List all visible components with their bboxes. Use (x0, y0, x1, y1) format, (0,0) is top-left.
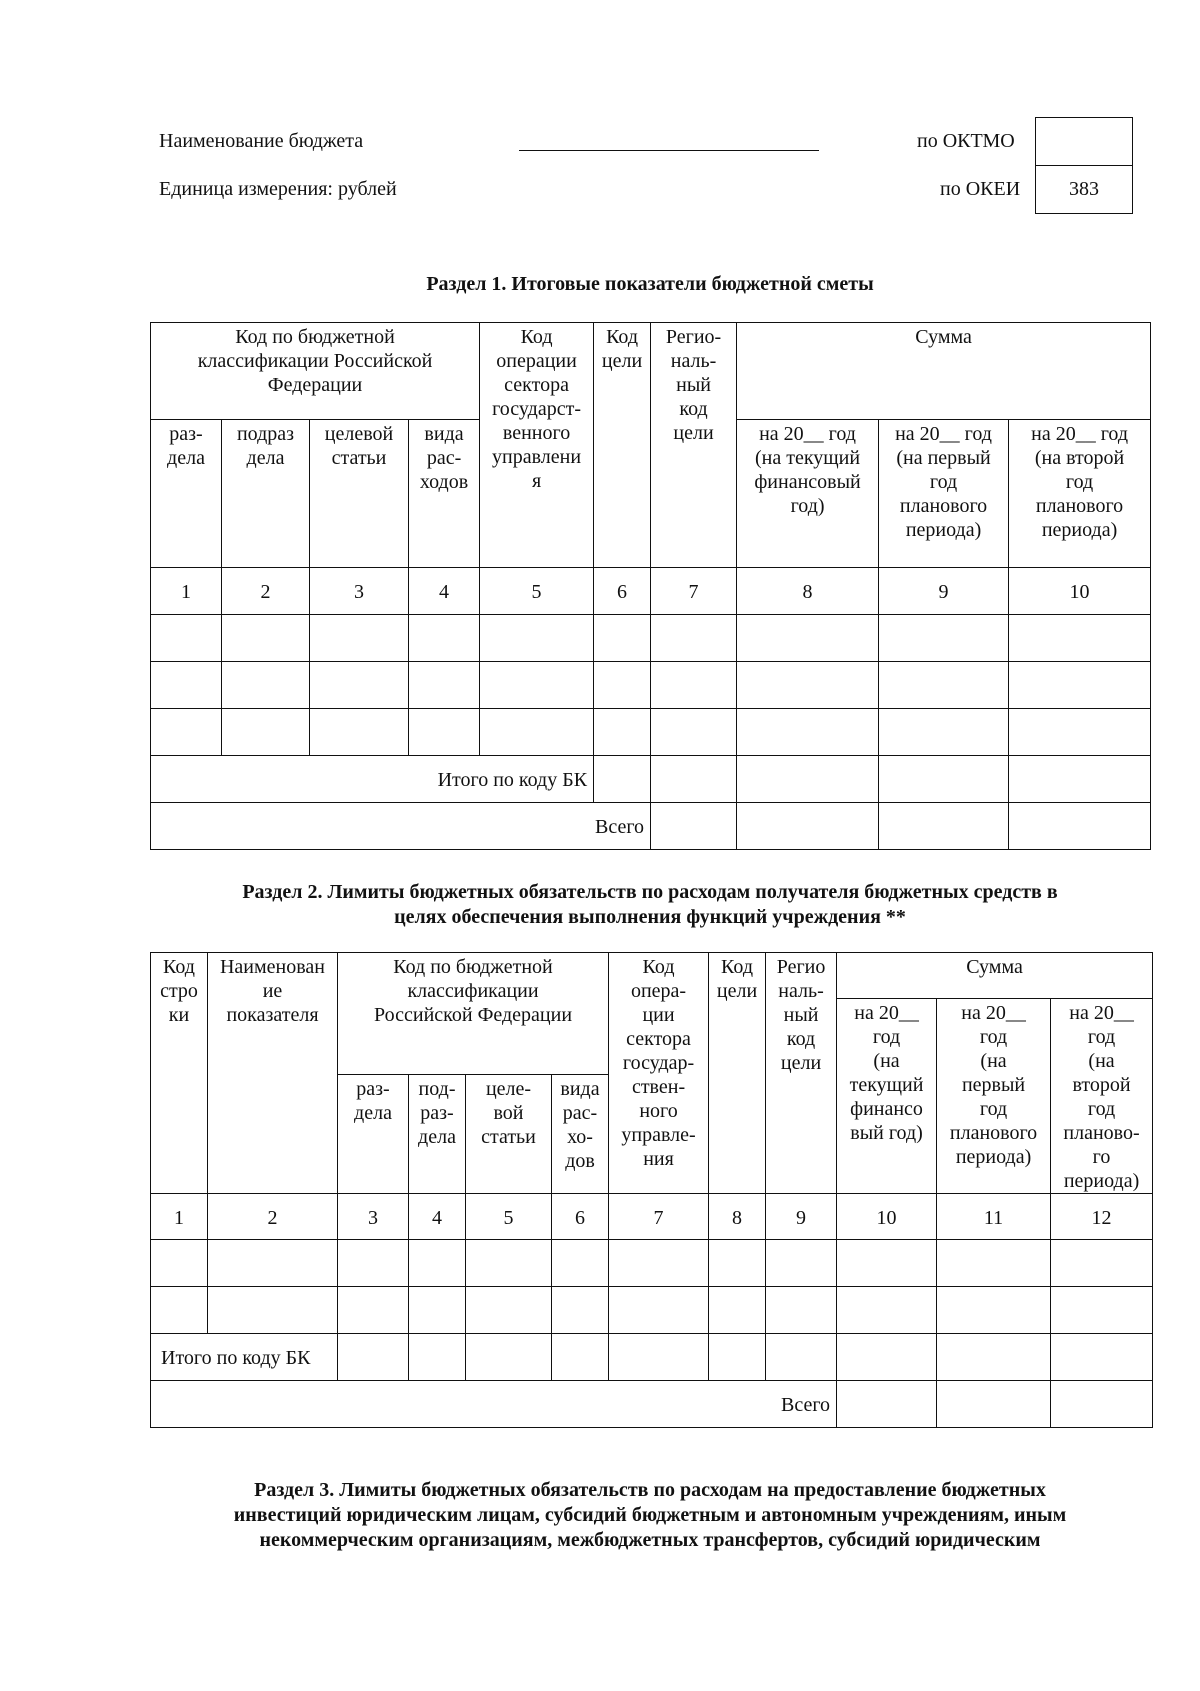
table-cell[interactable] (409, 709, 480, 756)
table-cell[interactable] (409, 1287, 466, 1334)
table-cell[interactable] (594, 662, 651, 709)
table-cell[interactable] (609, 1287, 709, 1334)
s2-data-row (151, 1240, 1153, 1287)
s1-head-summa: Сумма (737, 323, 1151, 420)
table-cell[interactable] (651, 709, 737, 756)
table-cell[interactable] (409, 1240, 466, 1287)
okei-value: 383 (1069, 178, 1099, 200)
table-cell[interactable] (1051, 1240, 1153, 1287)
table-cell[interactable] (594, 615, 651, 662)
table-cell[interactable] (338, 1334, 409, 1381)
budget-name-field[interactable] (519, 150, 819, 151)
section2-table (150, 952, 1153, 1428)
table-cell[interactable] (609, 1240, 709, 1287)
s2-data-row (151, 1287, 1153, 1334)
s2-head-naim: Наименован ие показателя (208, 953, 338, 1194)
s1-head-year3: на 20__ год (на второй год планового периода) (1009, 420, 1151, 568)
table-cell[interactable] (879, 756, 1009, 803)
s1-itogo-label: Итого по коду БК (151, 756, 594, 803)
s2-head-reg: Регио наль- ный код цели (766, 953, 837, 1194)
table-cell[interactable] (151, 1240, 208, 1287)
table-cell[interactable] (222, 615, 310, 662)
s2-colnum: 1 (151, 1194, 208, 1240)
table-cell[interactable] (409, 1334, 466, 1381)
table-cell[interactable] (737, 756, 879, 803)
oktmo-code-box[interactable] (1035, 117, 1133, 166)
table-cell[interactable] (766, 1240, 837, 1287)
s2-head-vida: вида рас- хо- дов (552, 1074, 609, 1193)
table-cell[interactable] (222, 662, 310, 709)
s2-colnum: 11 (937, 1194, 1051, 1240)
s1-head-podrazdela: подраз дела (222, 420, 310, 568)
table-cell[interactable] (480, 709, 594, 756)
table-cell[interactable] (937, 1240, 1051, 1287)
table-cell[interactable] (737, 615, 879, 662)
table-cell[interactable] (879, 803, 1009, 850)
s2-colnum: 6 (552, 1194, 609, 1240)
table-cell[interactable] (151, 1287, 208, 1334)
table-cell[interactable] (766, 1287, 837, 1334)
table-cell[interactable] (1009, 803, 1151, 850)
s2-colnum: 5 (466, 1194, 552, 1240)
table-cell[interactable] (1051, 1381, 1153, 1428)
s1-itogo-row (151, 756, 1151, 803)
table-cell[interactable] (466, 1240, 552, 1287)
table-cell[interactable] (709, 1334, 766, 1381)
okei-code-box[interactable] (1035, 165, 1133, 214)
unit-label: Единица измерения: рублей (159, 178, 397, 200)
s2-colnum: 2 (208, 1194, 338, 1240)
table-cell[interactable] (594, 709, 651, 756)
table-cell[interactable] (651, 662, 737, 709)
table-cell[interactable] (552, 1334, 609, 1381)
s2-head-statii: целе- вой статьи (466, 1074, 552, 1193)
s1-vsego-label: Всего (151, 803, 651, 850)
table-cell[interactable] (879, 662, 1009, 709)
table-cell[interactable] (766, 1334, 837, 1381)
table-cell[interactable] (208, 1287, 338, 1334)
s2-head-year3: на 20__ год (на второй год планово- го периода) (1051, 999, 1153, 1194)
table-cell[interactable] (737, 709, 879, 756)
section2-title: Раздел 2. Лимиты бюджетных обязательств по расходам получателя бюджетных средств в целях обеспечения выполнения функций учреждения ** (242, 881, 1058, 928)
s1-data-row (151, 709, 1151, 756)
table-cell[interactable] (409, 662, 480, 709)
table-cell[interactable] (466, 1334, 552, 1381)
s1-head-cel: Код цели (594, 323, 651, 568)
table-cell[interactable] (651, 615, 737, 662)
table-cell[interactable] (879, 709, 1009, 756)
s2-head-kod-stroki: Код стро ки (151, 953, 208, 1194)
table-cell[interactable] (552, 1240, 609, 1287)
table-cell[interactable] (1051, 1334, 1153, 1381)
s2-vsego-label: Всего (151, 1381, 837, 1428)
table-cell[interactable] (208, 1240, 338, 1287)
table-cell[interactable] (594, 756, 651, 803)
s1-colnum: 4 (409, 568, 480, 615)
table-cell[interactable] (1009, 662, 1151, 709)
s1-vsego-row (151, 803, 1151, 850)
table-cell[interactable] (837, 1381, 937, 1428)
s2-itogo-label: Итого по коду БК (151, 1334, 338, 1381)
s2-itogo-row (151, 1334, 1153, 1381)
s2-head-kbk: Код по бюджетной классификации Российской Федерации (338, 953, 609, 1075)
s1-head-kosgu: Код операции сектора государст- венного управлени я (480, 323, 594, 568)
s1-colnum: 10 (1009, 568, 1151, 615)
table-cell[interactable] (609, 1334, 709, 1381)
table-cell[interactable] (310, 662, 409, 709)
s1-head-year2: на 20__ год (на первый год планового периода) (879, 420, 1009, 568)
table-cell[interactable] (709, 1287, 766, 1334)
s1-head-reg: Регио- наль- ный код цели (651, 323, 737, 568)
s1-head-statii: целевой статьи (310, 420, 409, 568)
s1-data-row (151, 662, 1151, 709)
table-cell[interactable] (466, 1287, 552, 1334)
s2-vsego-row (151, 1381, 1153, 1428)
table-cell[interactable] (709, 1240, 766, 1287)
s1-head-year1: на 20__ год (на текущий финансовый год) (737, 420, 879, 568)
table-cell[interactable] (338, 1240, 409, 1287)
s2-head-podrazdela: под- раз- дела (409, 1074, 466, 1193)
table-cell[interactable] (937, 1381, 1051, 1428)
s1-colnum: 8 (737, 568, 879, 615)
table-cell[interactable] (1009, 709, 1151, 756)
s2-colnum: 8 (709, 1194, 766, 1240)
table-cell[interactable] (879, 615, 1009, 662)
table-cell[interactable] (1009, 756, 1151, 803)
s2-head-kosgu: Код опера- ции сектора государ- ствен- ного управле- ния (609, 953, 709, 1194)
s2-colnum: 12 (1051, 1194, 1153, 1240)
table-cell[interactable] (1009, 615, 1151, 662)
okei-label: по ОКЕИ (940, 178, 1021, 200)
table-cell[interactable] (837, 1287, 937, 1334)
table-cell[interactable] (480, 662, 594, 709)
s1-colnum: 3 (310, 568, 409, 615)
s2-head-year2: на 20__ год (на первый год планового периода) (937, 999, 1051, 1194)
s1-colnum: 7 (651, 568, 737, 615)
table-cell[interactable] (651, 803, 737, 850)
table-cell[interactable] (151, 662, 222, 709)
table-cell[interactable] (737, 662, 879, 709)
table-cell[interactable] (310, 615, 409, 662)
s2-head-razdela: раз- дела (338, 1074, 409, 1193)
table-cell[interactable] (837, 1240, 937, 1287)
s1-colnum: 9 (879, 568, 1009, 615)
s1-colnum: 5 (480, 568, 594, 615)
budget-name-label: Наименование бюджета (159, 130, 364, 152)
s2-colnum: 9 (766, 1194, 837, 1240)
table-cell[interactable] (480, 615, 594, 662)
table-cell[interactable] (310, 709, 409, 756)
s2-head-year1: на 20__ год (на текущий финансо вый год) (837, 999, 937, 1194)
table-cell[interactable] (937, 1287, 1051, 1334)
s1-head-kbk: Код по бюджетной классификации Российской Федерации (151, 323, 480, 420)
s2-colnum: 3 (338, 1194, 409, 1240)
s1-colnum: 1 (151, 568, 222, 615)
oktmo-label: по ОКТМО (917, 130, 1015, 152)
section1-table (150, 322, 1151, 850)
s1-colnum: 6 (594, 568, 651, 615)
s1-head-vida: вида рас- ходов (409, 420, 480, 568)
table-cell[interactable] (937, 1334, 1051, 1381)
s2-head-cel: Код цели (709, 953, 766, 1194)
table-cell[interactable] (1051, 1287, 1153, 1334)
table-cell[interactable] (737, 803, 879, 850)
table-cell[interactable] (151, 709, 222, 756)
s2-head-summa: Сумма (837, 953, 1153, 999)
section3-title: Раздел 3. Лимиты бюджетных обязательств по расходам на предоставление бюджетных инвестиций юридическим лицам, субсидий бюджетным и автономным учреждениям, иным некоммерческим организациям, межбюджетных трансфертов, субсидий юридическим (233, 1479, 1067, 1551)
s1-colnum: 2 (222, 568, 310, 615)
table-cell[interactable] (409, 615, 480, 662)
table-cell[interactable] (338, 1287, 409, 1334)
s2-colnum: 7 (609, 1194, 709, 1240)
s1-data-row (151, 615, 1151, 662)
table-cell[interactable] (651, 756, 737, 803)
s2-colnum: 10 (837, 1194, 937, 1240)
table-cell[interactable] (151, 615, 222, 662)
table-cell[interactable] (837, 1334, 937, 1381)
table-cell[interactable] (222, 709, 310, 756)
s2-colnum: 4 (409, 1194, 466, 1240)
table-cell[interactable] (552, 1287, 609, 1334)
s1-head-razdela: раз- дела (151, 420, 222, 568)
section1-title: Раздел 1. Итоговые показатели бюджетной сметы (426, 273, 874, 295)
